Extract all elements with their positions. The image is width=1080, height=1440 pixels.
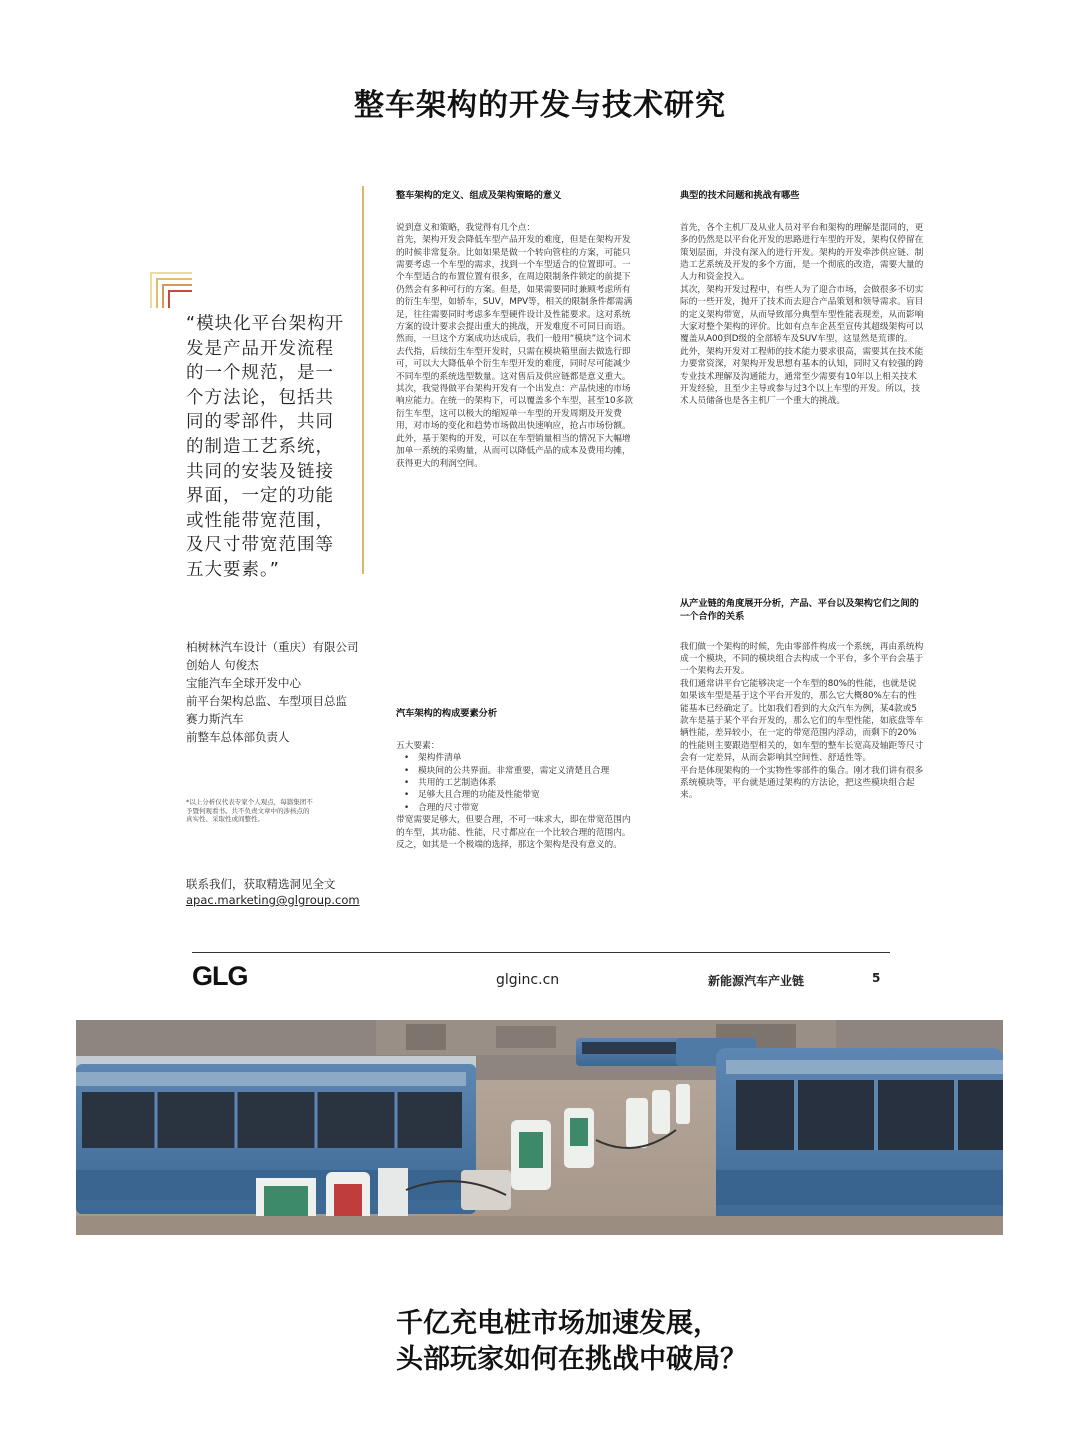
- author-info: [186, 638, 391, 746]
- contact-label: 联系我们，获取精选洞见全文: [186, 877, 336, 891]
- paragraph: 其次，架构开发过程中，有些人为了迎合市场，会做很多不切实际的一些开发，抛开了技术而去迎合产品策划和领导需求。盲目的定义架构带宽，从而导致部分典型车型性能表现差，从而影响大家对整个架构的评价。比如有点车企甚至宣传其超级架构可以覆盖从A00到D级的全部轿车及SUV车型，这显然是荒谬的。: [680, 284, 924, 345]
- glg-logo: GLG: [192, 961, 248, 991]
- paragraph: 首先，架构开发会降低车型产品开发的难度，但是在架构开发的时候非常复杂。比如如果是做一个转向管柱的方案，可能只需要考虑一个车型的需求，找到一个车型适合的位置即可。一个车型适合的布置位置有很多，在周边限制条件锁定的前提下仍然会有多种可行的方案。但是，如果需要同时兼顾考虑所有的衍生车型，如轿车，SUV，MPV等，相关的限制条件都需满足，往往需要同时考虑多车型硬件设计及性能要求。这对系统方案的设计要求会提出重大的挑战，开发难度不可同日而语。然而，一旦这个方案成功达成后，我们一般用“模块”这个词术去代指，后续衍生车型开发时，只需在模块箱里面去做选行即可，可以大大降低单个衍生车型开发的难度，同时尽可能减少不同车型的系统选型数量。这对售后及供应链都是意义重大。: [396, 235, 633, 382]
- quote-line: 发是产品开发流程: [186, 338, 334, 359]
- list-item: • 模块间的公共界面。非常重要，需定义清楚且合理: [418, 765, 636, 777]
- disclaimer-line: 予暨何观看书。共不负责文章中的涉核点的: [186, 806, 310, 815]
- list-item: • 合理的尺寸带宽: [418, 802, 636, 814]
- disclaimer-line: 真实性、采取性或间整性。: [186, 815, 264, 824]
- paragraph: 此外，基于架构的开发，可以在车型销量相当的情况下大幅增加单一系统的采购量，从而可以降低产品的成本及费用均摊，获得更大的利润空间。: [396, 433, 631, 469]
- section-heading: 汽车架构的构成要素分析: [396, 708, 498, 719]
- author-line: 柏树林汽车设计（重庆）有限公司: [186, 640, 359, 654]
- pull-quote: [186, 312, 351, 583]
- bus-charging-illustration: [76, 1020, 1003, 1235]
- footer-section-name: 新能源汽车产业链: [708, 974, 805, 988]
- quote-line: 个方法论，包括共: [186, 387, 334, 408]
- quote-line: 的制造工艺系统，: [186, 436, 334, 457]
- paragraph: 带宽需要足够大，但要合理，不可一味求大，即在带宽范围内的车型，其功能、性能，尺寸都应在一个比较合理的范围内。反之，如其是一个极端的选择，那这个架构是没有意义的。: [396, 815, 631, 851]
- quote-line: “模块化平台架构开: [186, 314, 345, 334]
- author-line: 前整车总体部负责人: [186, 730, 290, 744]
- quote-line: 及尺寸带宽范围等: [186, 535, 334, 556]
- quote-line: 同的零部件，共同: [186, 412, 334, 433]
- quote-line: 或性能带宽范围，: [186, 510, 334, 531]
- list-item: • 共用的工艺制造体系: [418, 777, 636, 789]
- next-article-title-line2: 头部玩家如何在挑战中破局？: [396, 1344, 747, 1375]
- paragraph: 我们通常讲平台它能够决定一个车型的80%的性能，也就是说如果该车型是基于这个平台开发的，那么它大概80%左右的性能基本已经确定了。比如我们看到的大众汽车为例，某4款或5款车是基于某个平台开发的，那么它们的车型性能，如底盘等车辆性能，差异较小，在一定的带宽范围内浮动，而剩下的20%的性能则主要跟造型相关的，如车型的整车长宽高及轴距等尺寸会有一定差异，从而会影响其空间性、舒适性等。: [680, 678, 924, 764]
- quote-line: 共同的安装及链接: [186, 461, 334, 482]
- article-column-right-lower: [680, 598, 925, 802]
- author-line: 前平台架构总监、车型项目总监: [186, 694, 347, 708]
- page-number: 5: [872, 971, 881, 985]
- bullet-list: [396, 752, 636, 814]
- section-heading: 从产业链的角度展开分析，产品、平台以及架构它们之间的一个合作的关系: [680, 598, 919, 622]
- disclaimer-line: *以上分析仅代表专家个人观点，每篇集团不: [186, 798, 313, 806]
- paragraph: 五大要素：: [396, 740, 440, 751]
- footer-rule: [192, 952, 890, 953]
- contact-block: [186, 876, 396, 908]
- list-item: • 足够大且合理的功能及性能带宽: [418, 789, 636, 801]
- section-heading: 典型的技术问题和挑战有哪些: [680, 190, 800, 201]
- paragraph: 其次，我觉得做平台架构开发有一个出发点：产品快速的市场响应能力。在统一的架构下，可以覆盖多个车型，甚至10多款衍生车型，这可以极大的缩短单一车型的开发周期及开发费用，对市场的变化和趋势市场做出快速响应，抢占市场份额。: [396, 384, 633, 432]
- page-title: 整车架构的开发与技术研究: [354, 88, 726, 123]
- next-article-title-line1: 千亿充电桩市场加速发展，: [396, 1308, 720, 1339]
- paragraph: 首先，各个主机厂及从业人员对平台和架构的理解是混同的，更多的仍然是以平台化开发的思路进行车型的开发，架构仅停留在策划层面，并没有深入的进行开发。架构的开发牵涉供应链、制造工艺系统及开发的多个方面，是一个彻底的改造，需要大量的人力和资金投入。: [680, 222, 924, 283]
- disclaimer: [186, 798, 356, 824]
- section-heading: 整车架构的定义、组成及架构策略的意义: [396, 190, 562, 201]
- next-article-title: [396, 1306, 1036, 1378]
- paragraph: 说到意义和策略，我觉得有几个点：: [396, 222, 535, 233]
- paragraph: 平台是体现架构的一个实物性零部件的集合。刚才我们讲有很多系统模块等，平台就是通过架构的方法论，把这些模块组合起来。: [680, 765, 924, 801]
- author-line: 创始人 句俊杰: [186, 658, 259, 672]
- author-line: 宝能汽车全球开发中心: [186, 676, 301, 690]
- quote-line: 的一个规范，是一: [186, 363, 334, 384]
- footer-site-link[interactable]: glginc.cn: [496, 972, 560, 988]
- article-column-middle: [396, 190, 636, 470]
- divider-line: [362, 186, 364, 574]
- article-column-right: [680, 190, 925, 408]
- charging-station-photo: [76, 1020, 1003, 1235]
- contact-email-link[interactable]: apac.marketing@glgroup.com: [186, 893, 360, 907]
- paragraph: 我们做一个架构的时候，先由零部件构成一个系统，再由系统构成一个模块，不同的模块组合去构成一个平台，多个平台会基于一个架构去开发。: [680, 641, 924, 677]
- quote-line: 界面，一定的功能: [186, 486, 334, 507]
- quote-line: 五大要素。”: [186, 559, 280, 580]
- paragraph: 此外，架构开发对工程师的技术能力要求很高，需要其在技术能力要常资深，对架构开发思想有基本的认知，同时又有较强的跨专业技术理解及沟通能力，通常至少需要有10年以上相关技术开发经验，且至少主导或参与过3个以上车型的开发。所以，技术人员储备也是各主机厂一个重大的挑战。: [680, 346, 924, 407]
- author-line: 赛力斯汽车: [186, 712, 244, 726]
- article-column-middle-lower: [396, 708, 636, 851]
- list-item: • 架构件清单: [418, 752, 636, 764]
